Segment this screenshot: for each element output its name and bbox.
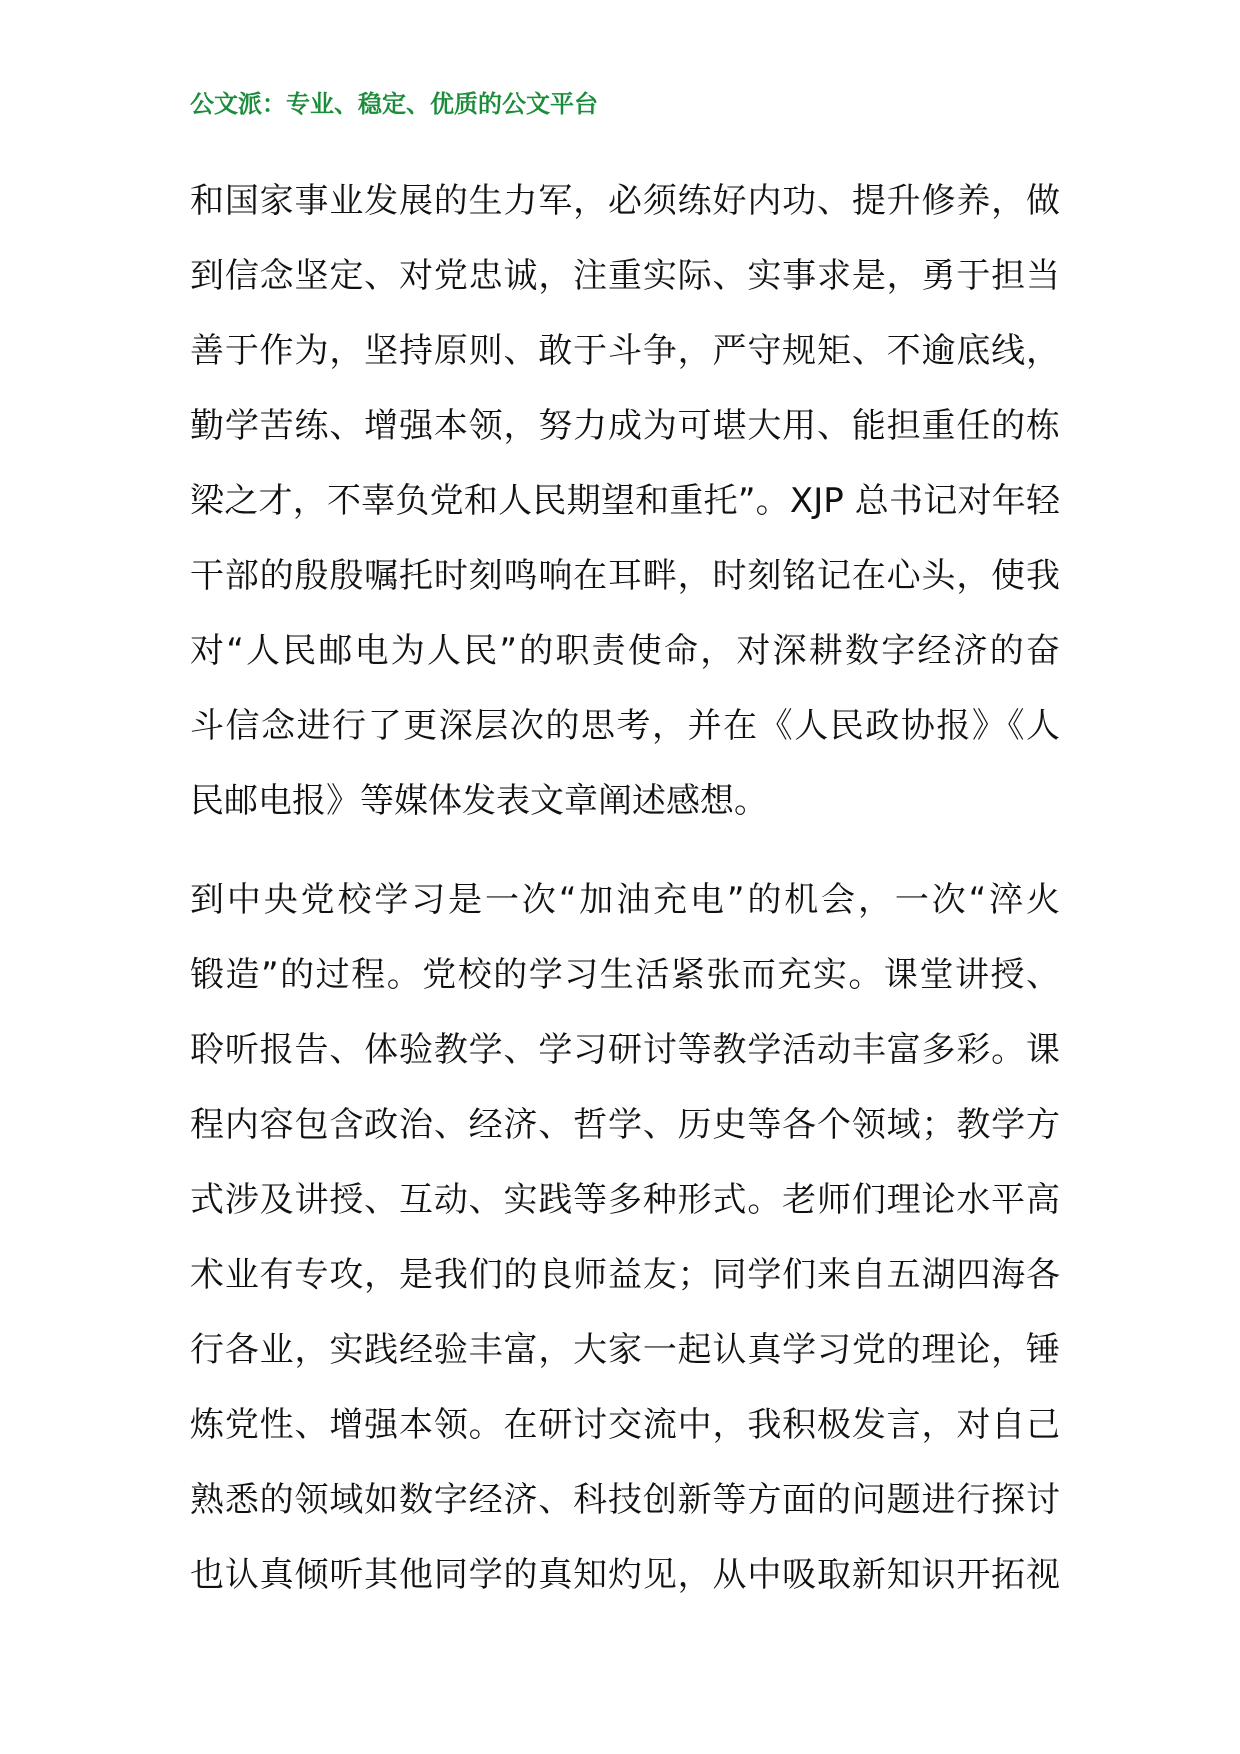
text-line: 到中央党校学习是一次“加油充电”的机会，一次“淬火 — [190, 880, 1060, 920]
text-line: 干部的殷殷嘱托时刻鸣响在耳畔，时刻铭记在心头，使我 — [190, 556, 1060, 596]
text-line: 熟悉的领域如数字经济、科技创新等方面的问题进行探讨 — [190, 1480, 1060, 1520]
text-line: 式涉及讲授、互动、实践等多种形式。老师们理论水平高 — [190, 1180, 1060, 1220]
text-line: 术业有专攻，是我们的良师益友；同学们来自五湖四海各 — [190, 1255, 1060, 1295]
paragraph — [190, 863, 1060, 1613]
text-line: 勤学苦练、增强本领，努力成为可堪大用、能担重任的栋 — [190, 406, 1060, 446]
text-line: 对“人民邮电为人民”的职责使命，对深耕数字经济的奋 — [190, 631, 1060, 671]
text-line: 行各业，实践经验丰富，大家一起认真学习党的理论，锤 — [190, 1330, 1060, 1370]
text-line: 程内容包含政治、经济、哲学、历史等各个领域；教学方 — [190, 1105, 1060, 1145]
text-line: 梁之才，不辜负党和人民期望和重托”。XJP 总书记对年轻 — [190, 481, 1060, 521]
document-body — [190, 164, 1060, 1637]
text-line: 锻造”的过程。党校的学习生活紧张而充实。课堂讲授、 — [190, 955, 1060, 995]
text-line: 聆听报告、体验教学、学习研讨等教学活动丰富多彩。课 — [190, 1030, 1060, 1070]
text-line: 斗信念进行了更深层次的思考，并在《人民政协报》《人 — [190, 706, 1060, 746]
text-line: 炼党性、增强本领。在研讨交流中，我积极发言，对自己 — [190, 1405, 1060, 1445]
page-header: 公文派：专业、稳定、优质的公文平台 — [190, 90, 598, 118]
text-line: 和国家事业发展的生力军，必须练好内功、提升修养，做 — [190, 181, 1060, 221]
paragraph — [190, 164, 1060, 839]
text-line: 善于作为，坚持原则、敢于斗争，严守规矩、不逾底线， — [190, 331, 1060, 371]
text-line: 民邮电报》等媒体发表文章阐述感想。 — [190, 781, 768, 821]
text-line: 到信念坚定、对党忠诚，注重实际、实事求是，勇于担当 — [190, 256, 1060, 296]
text-line: 也认真倾听其他同学的真知灼见，从中吸取新知识开拓视 — [190, 1555, 1060, 1595]
